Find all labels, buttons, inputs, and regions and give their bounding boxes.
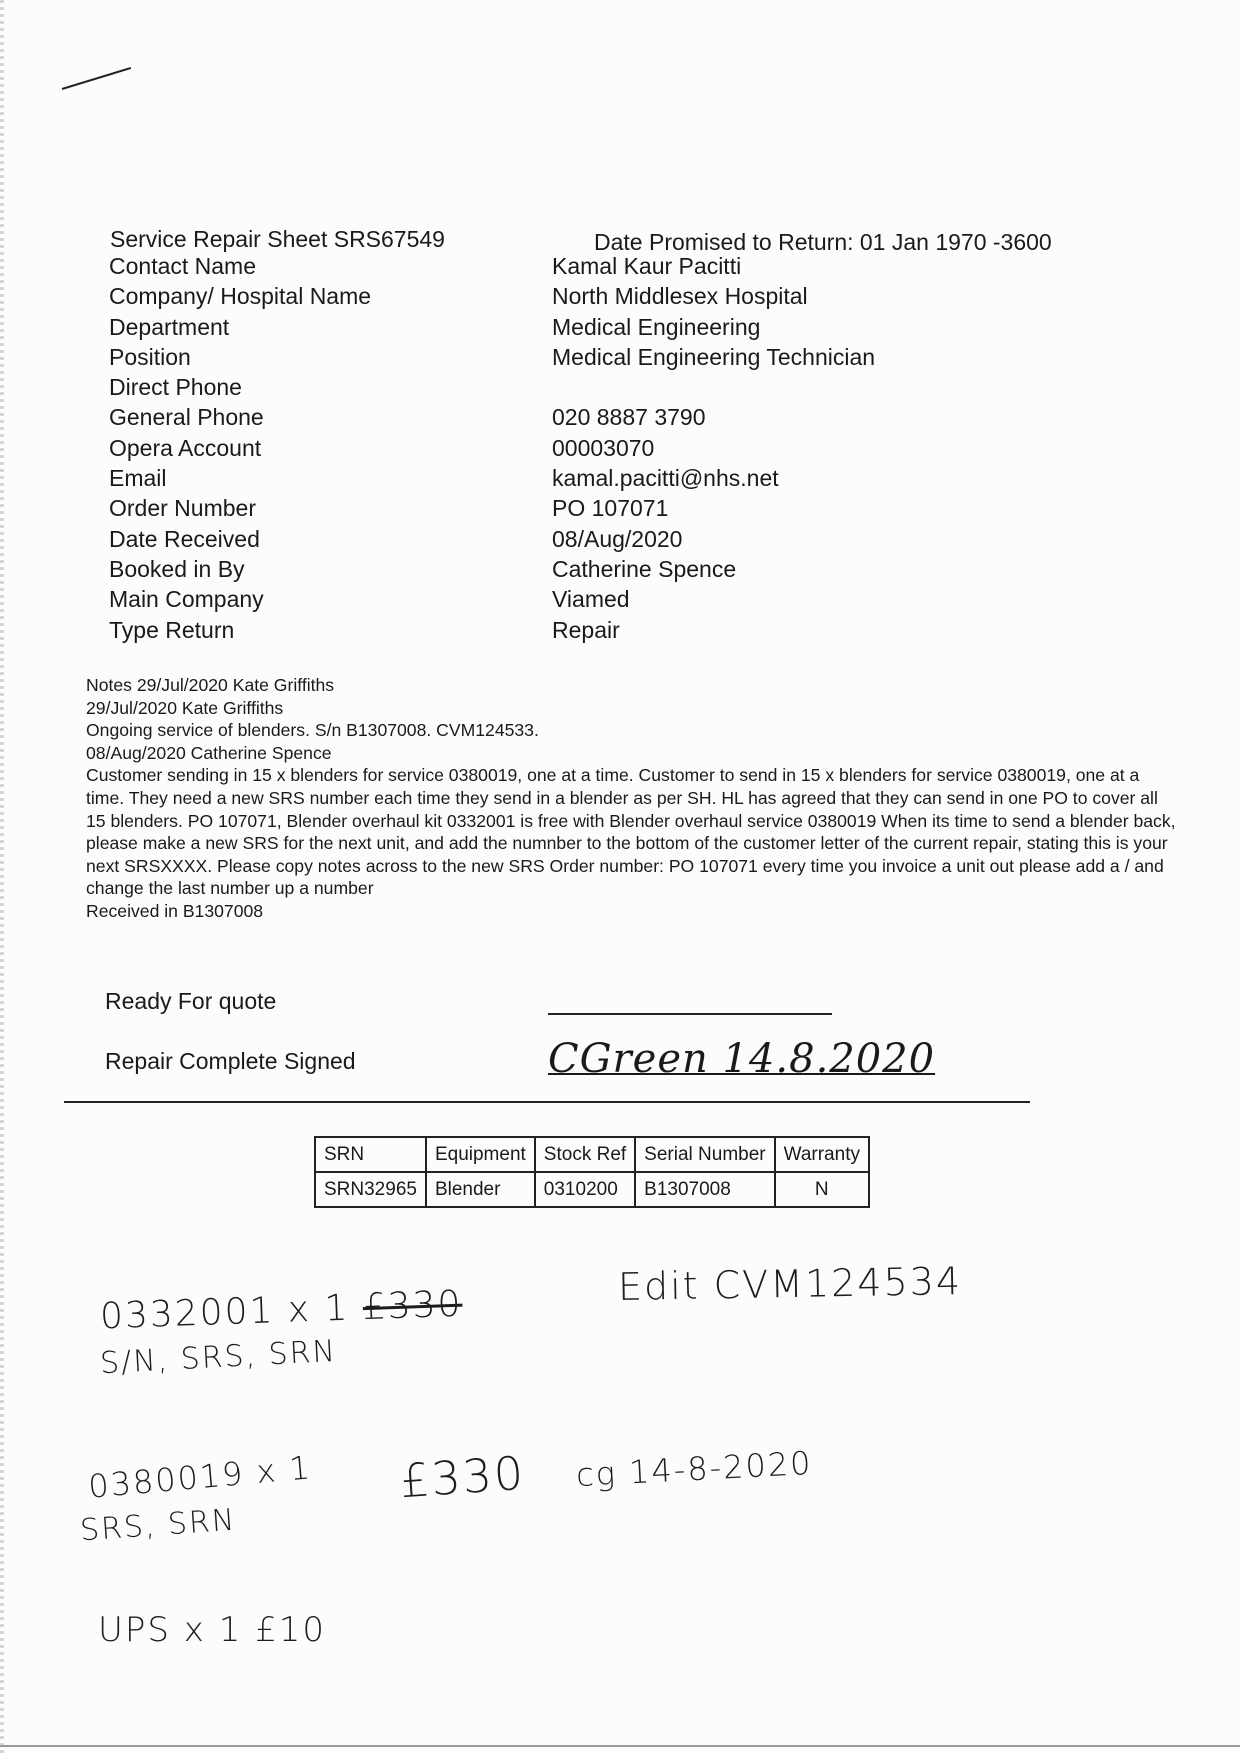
- notes-line: Notes 29/Jul/2020 Kate Griffiths: [86, 675, 335, 695]
- table-header: Serial Number: [635, 1137, 774, 1172]
- field-label: Department: [109, 313, 230, 340]
- field-label: Type Return: [109, 616, 235, 643]
- table-cell: N: [775, 1172, 869, 1207]
- equipment-table: [314, 1136, 870, 1208]
- contact-name-value: Kamal Kaur Pacitti: [552, 253, 742, 279]
- repair-complete-label: Repair Complete Signed: [105, 1048, 356, 1074]
- field-label: General Phone: [109, 404, 264, 431]
- direct-phone-value: [552, 372, 875, 402]
- handwritten-part1-tags: S/N, SRS, SRN: [99, 1333, 338, 1382]
- table-header: Warranty: [775, 1137, 869, 1172]
- table-header: Stock Ref: [535, 1137, 635, 1172]
- table-header: SRN: [315, 1137, 426, 1172]
- notes-body: Customer sending in 15 x blenders for service 0380019, one at a time. Customer to send in 15 x blenders for service 0380019, one at a time. They need a new SRS number each time they send in a blender as per SH. HL has agreed that they can send in one PO to cover all 15 blenders. PO 107071, Blender overhaul kit 0332001 is free with Blender overhaul service 0380019 When its time to send a blender back, please make a new SRS for the next unit, and add the numnber to the bottom of the customer letter of the current repair, stating this is your next SRSXXXX. Please copy notes across to the new SRS Order number: PO 107071 every time you invoice a unit out please add a / and change the last number up a number: [86, 765, 1176, 899]
- notes-line: Received in B1307008: [86, 900, 264, 921]
- table-header-row: [315, 1137, 869, 1172]
- main-company-value: Viamed: [552, 586, 630, 613]
- type-return-value: Repair: [552, 616, 620, 643]
- handwritten-part2-tags: SRS, SRN: [78, 1502, 238, 1549]
- handwritten-part1: [99, 1284, 463, 1338]
- table-cell: B1307008: [635, 1172, 774, 1207]
- department-value: Medical Engineering: [552, 313, 761, 340]
- field-label: Contact Name: [109, 253, 257, 279]
- general-phone-value: 020 8887 3790: [552, 404, 706, 431]
- table-cell: 0310200: [535, 1172, 635, 1207]
- field-label: Position: [109, 343, 191, 370]
- handwritten-ups-line: UPS x 1 £10: [98, 1610, 327, 1650]
- date-promised: Date Promised to Return: 01 Jan 1970 -3600: [594, 229, 1052, 255]
- handwritten-struck-price: £330: [362, 1283, 464, 1329]
- field-label: Opera Account: [109, 434, 262, 461]
- table-row: [315, 1172, 869, 1207]
- notes-line: 08/Aug/2020 Catherine Spence: [86, 742, 332, 763]
- table-cell: Blender: [426, 1172, 535, 1207]
- divider: [64, 1101, 1030, 1103]
- sheet-title: Service Repair Sheet SRS67549: [110, 226, 445, 252]
- field-label: Company/ Hospital Name: [109, 283, 372, 310]
- field-label: Order Number: [109, 495, 256, 522]
- order-number-value: PO 107071: [552, 495, 669, 522]
- handwritten-edit-note: Edit CVM124534: [617, 1259, 963, 1309]
- opera-account-value: 00003070: [552, 434, 655, 461]
- field-label: Booked in By: [109, 555, 245, 582]
- date-received-value: 08/Aug/2020: [552, 525, 683, 552]
- pen-stroke: [62, 67, 131, 90]
- field-label: Date Received: [109, 525, 260, 552]
- scan-bottom-edge: [0, 1745, 1240, 1747]
- field-label: Main Company: [109, 586, 264, 613]
- table-header: Equipment: [426, 1137, 535, 1172]
- company-value: North Middlesex Hospital: [552, 283, 808, 310]
- ready-for-quote-label: Ready For quote: [105, 988, 277, 1014]
- scan-edge: [0, 0, 4, 1753]
- notes-line: Ongoing service of blenders. S/n B1307008. CVM124533.: [86, 720, 539, 741]
- booked-in-by-value: Catherine Spence: [552, 555, 737, 582]
- notes-block: [86, 674, 1176, 923]
- signature-line: [548, 1013, 832, 1015]
- email-value: kamal.pacitti@nhs.net: [552, 465, 779, 492]
- notes-line: 29/Jul/2020 Kate Griffiths: [86, 697, 284, 718]
- field-label: Direct Phone: [109, 374, 242, 401]
- field-labels: [109, 251, 371, 645]
- handwritten-part2-price: £330: [398, 1445, 527, 1509]
- field-values: [552, 251, 875, 645]
- handwritten-signature: CGreen 14.8.2020: [548, 1036, 936, 1082]
- handwritten-initials-date: cg 14-8-2020: [575, 1443, 814, 1495]
- field-label: Email: [109, 465, 167, 492]
- handwritten-part1-code: 0332001 x 1: [99, 1287, 351, 1338]
- handwritten-part2-code: 0380019 x 1: [86, 1448, 314, 1506]
- position-value: Medical Engineering Technician: [552, 343, 876, 370]
- table-cell: SRN32965: [315, 1172, 426, 1207]
